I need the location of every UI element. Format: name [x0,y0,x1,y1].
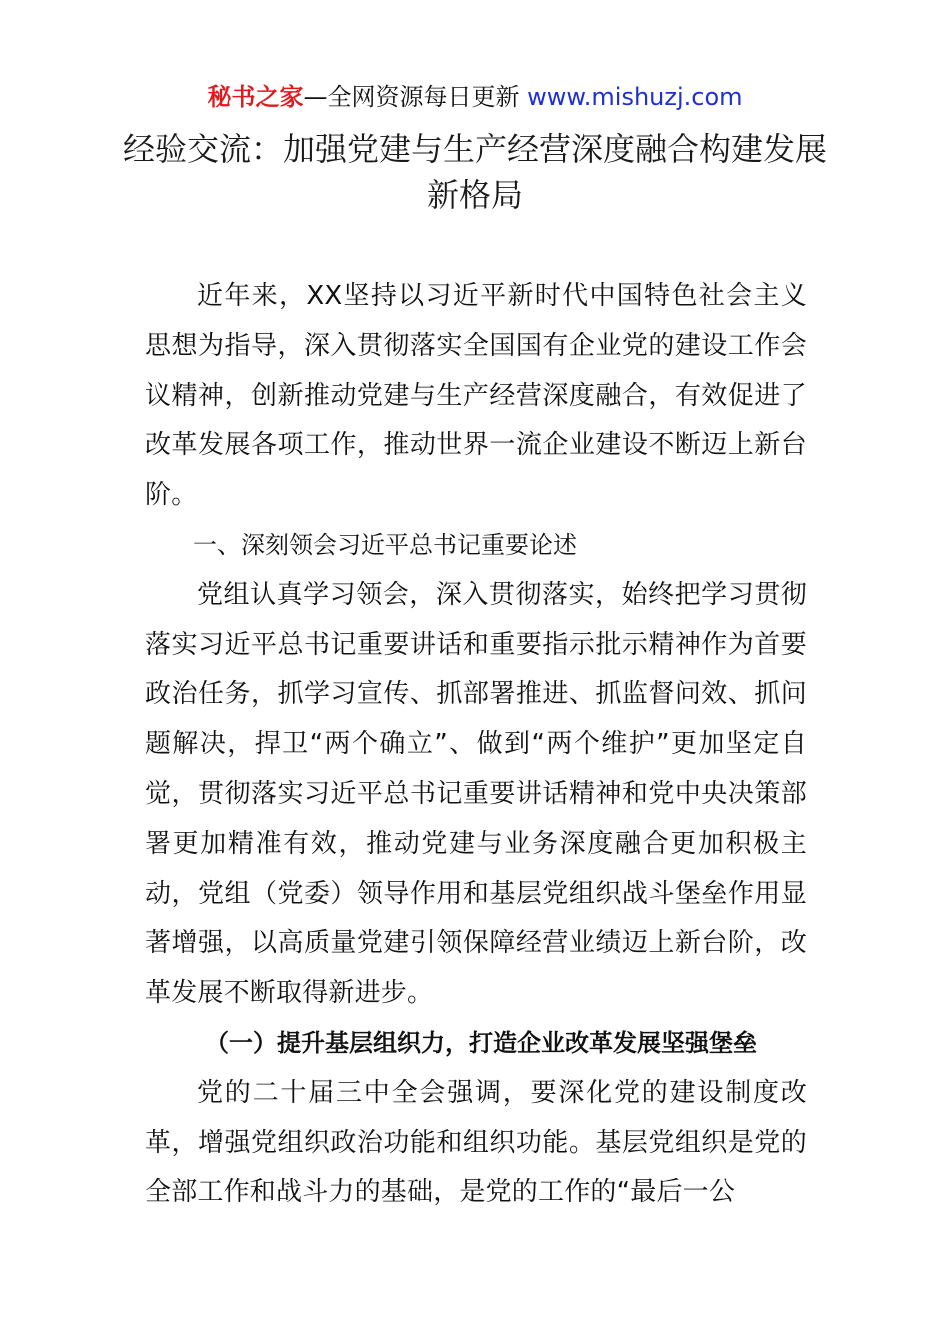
subsection-heading: （一）提升基层组织力，打造企业改革发展坚强堡垒 [205,1028,757,1057]
section-heading: 一、深刻领会习近平总书记重要论述 [193,530,577,559]
body-paragraph: 党的二十届三中全会强调，要深化党的建设制度改革，增强党组织政治功能和组织功能。基层党组织是党的全部工作和战斗力的基础，是党的工作的“最后一公 [145,1077,807,1208]
document-title: 经验交流：加强党建与生产经营深度融合构建发展新格局 [122,130,827,214]
header-tagline: —全网资源每日更新 [303,83,528,111]
site-url-link[interactable]: www.mishuzj.com [527,83,743,111]
intro-paragraph: 近年来，XX坚持以习近平新时代中国特色社会主义思想为指导，深入贯彻落实全国国有企业党的建设工作会议精神，创新推动党建与生产经营深度融合，有效促进了改革发展各项工作，推动世界一流企业建设不断迈上新台阶。 [145,281,807,511]
document-body [145,272,807,1218]
brand-name: 秘书之家 [207,83,304,111]
body-paragraph: 党组认真学习领会，深入贯彻落实，始终把学习贯彻落实习近平总书记重要讲话和重要指示批示精神作为首要政治任务，抓学习宣传、抓部署推进、抓监督问效、抓问题解决，捍卫“两个确立”、做到“两个维护”更加坚定自觉，贯彻落实习近平总书记重要讲话精神和党中央决策部署更加精准有效，推动党建与业务深度融合更加积极主动，党组（党委）领导作用和基层党组织战斗堡垒作用显著增强，以高质量党建引领保障经营业绩迈上新台阶，改革发展不断取得新进步。 [145,579,807,1009]
site-header [0,80,950,114]
